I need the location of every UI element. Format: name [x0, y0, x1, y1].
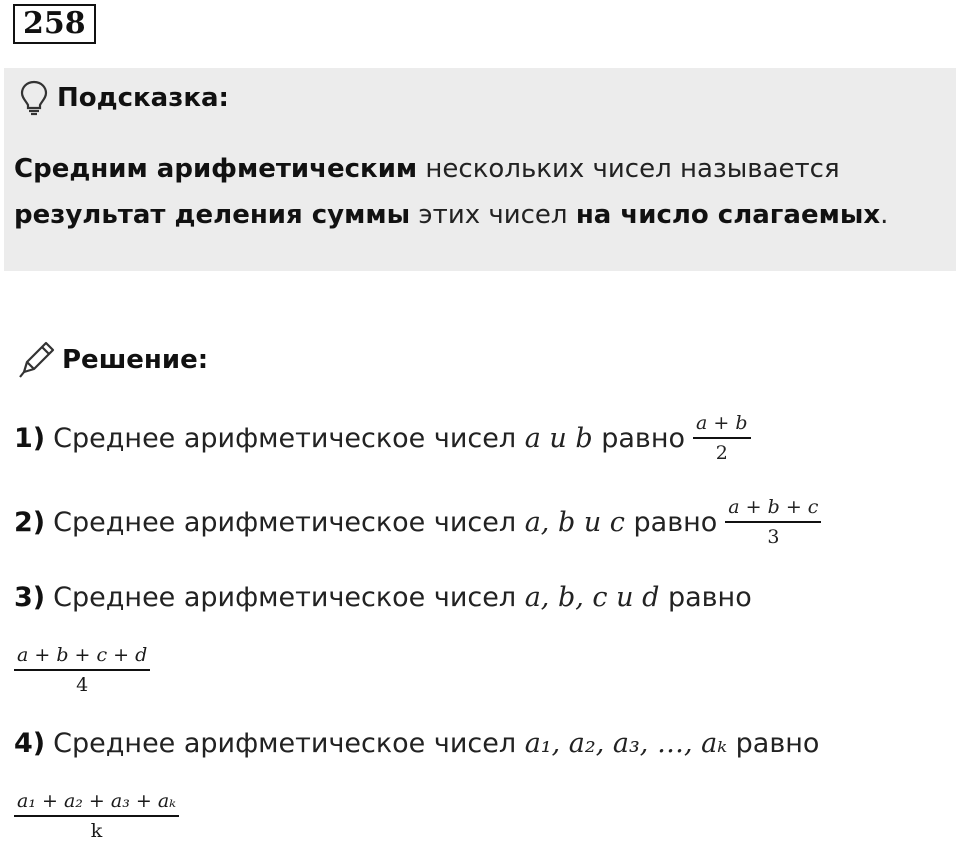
solution-step-3	[14, 582, 752, 613]
hint-text-part: .	[880, 200, 889, 230]
fraction-numerator: a₁ + a₂ + a₃ + aₖ	[14, 790, 179, 817]
step-variables: a, b, c и d	[524, 582, 660, 613]
hint-bold-phrase: на число слагаемых	[575, 200, 881, 230]
step-text: Среднее арифметическое чисел	[53, 506, 517, 538]
step-equals-word: равно	[601, 422, 685, 454]
solution-step-1	[14, 412, 751, 464]
fraction	[14, 790, 179, 842]
task-number: 258	[13, 4, 96, 44]
pencil-icon	[16, 340, 56, 380]
hint-title: Подсказка:	[57, 83, 229, 113]
hint-text	[14, 146, 949, 238]
fraction-denominator: 4	[76, 674, 89, 696]
fraction-denominator: k	[90, 820, 103, 842]
fraction	[693, 412, 751, 464]
hint-text-part: этих чисел	[410, 200, 576, 230]
hint-heading	[19, 80, 229, 116]
step-text: Среднее арифметическое чисел	[53, 728, 517, 759]
step-text: Среднее арифметическое чисел	[53, 582, 517, 613]
hint-term: Средним арифметическим	[14, 154, 418, 184]
step-text: Среднее арифметическое чисел	[53, 422, 517, 454]
fraction-numerator: a + b	[693, 412, 751, 439]
fraction	[725, 496, 821, 548]
lightbulb-icon	[19, 80, 49, 116]
step-number: 3)	[14, 582, 46, 613]
step-number: 4)	[14, 728, 46, 759]
solution-step-2	[14, 496, 821, 548]
hint-bold-phrase: результат деления суммы	[14, 200, 411, 230]
hint-box	[4, 68, 956, 271]
step-equals-word: равно	[633, 506, 718, 538]
solution-title: Решение:	[62, 345, 209, 375]
fraction-numerator: a + b + c + d	[14, 644, 150, 671]
step-variables: a и b	[524, 422, 593, 454]
step-equals-word: равно	[667, 582, 752, 613]
solution-step-4	[14, 728, 819, 759]
step-number: 1)	[14, 422, 46, 454]
solution-heading	[16, 340, 208, 380]
fraction	[14, 644, 150, 696]
hint-text-part: нескольких чисел называется	[417, 154, 840, 184]
step-number: 2)	[14, 506, 46, 538]
step-equals-word: равно	[735, 728, 820, 759]
fraction-denominator: 2	[715, 442, 728, 464]
step-variables: a, b и c	[524, 506, 625, 538]
fraction-numerator: a + b + c	[725, 496, 821, 523]
fraction-denominator: 3	[767, 526, 780, 548]
step-variables: a₁, a₂, a₃, …, aₖ	[524, 728, 728, 759]
